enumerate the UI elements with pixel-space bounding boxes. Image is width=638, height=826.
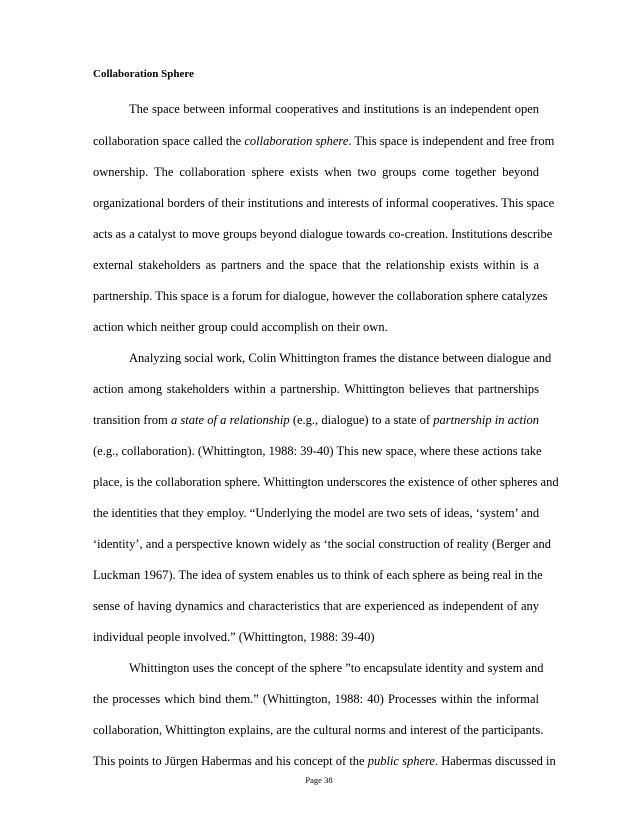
body-line: the identities that they employ. “Underlying the model are two sets of ideas, ‘system’ and [93,506,540,520]
body-line: Whittington uses the concept of the sphere ”to encapsulate identity and system and [129,661,544,675]
body-line: place, is the collaboration sphere. Whittington underscores the existence of other spheres and [93,475,559,489]
body-line: Analyzing social work, Colin Whittington frames the distance between dialogue and [129,351,552,365]
page-number: Page 38 [305,775,333,785]
body-line: acts as a catalyst to move groups beyond dialogue towards co-creation. Institutions describe [93,227,553,241]
body-line: collaboration, Whittington explains, are the cultural norms and interest of the participants. [93,723,544,737]
body-line: The space between informal cooperatives and institutions is an independent open [129,102,539,116]
body-line: (e.g., collaboration). (Whittington, 1988: 39-40) This new space, where these actions take [93,444,542,458]
body-line: collaboration space called the collaboration sphere. This space is independent and free from [93,134,555,148]
body-line: action among stakeholders within a partnership. Whittington believes that partnerships [93,382,539,396]
body-line: ownership. The collaboration sphere exists when two groups come together beyond [93,165,539,179]
body-line: ‘identity’, and a perspective known widely as ‘the social construction of reality (Berger and [93,537,551,551]
body-line: sense of having dynamics and characteristics that are experienced as independent of any [93,599,539,613]
body-line: Luckman 1967). The idea of system enables us to think of each sphere as being real in the [93,568,543,582]
body-line: transition from a state of a relationship (e.g., dialogue) to a state of partnership in action [93,413,539,427]
body-line: the processes which bind them.” (Whittington, 1988: 40) Processes within the informal [93,692,539,706]
body-line: partnership. This space is a forum for dialogue, however the collaboration sphere catalyzes [93,289,548,303]
section-heading: Collaboration Sphere [93,68,194,80]
body-line: individual people involved.” (Whittington, 1988: 39-40) [93,630,375,644]
body-line: organizational borders of their institutions and interests of informal cooperatives. This space [93,196,555,210]
body-line: This points to Jürgen Habermas and his concept of the public sphere. Habermas discussed in [93,754,556,768]
body-line: action which neither group could accomplish on their own. [93,320,388,334]
body-line: external stakeholders as partners and the space that the relationship exists within is a [93,258,539,272]
